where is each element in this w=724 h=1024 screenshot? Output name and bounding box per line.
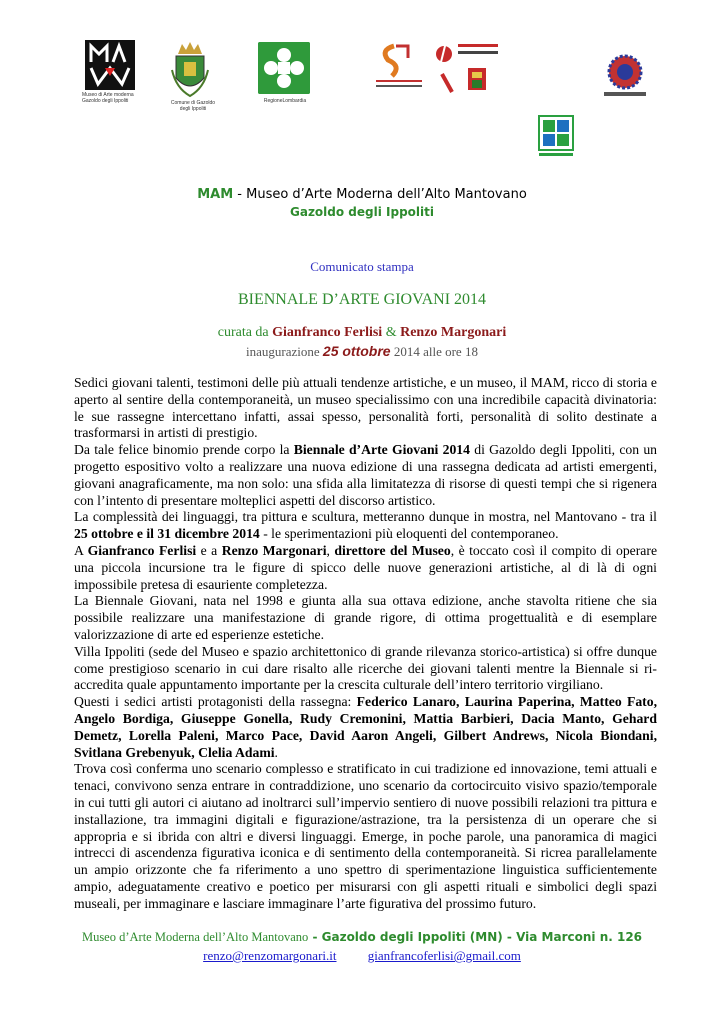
- inauguration-date: 25 ottobre: [322, 343, 391, 359]
- inauguration-time: 2014 alle ore 18: [393, 344, 478, 359]
- ampersand: &: [385, 325, 397, 340]
- regione-lombardia-logo: [258, 42, 310, 94]
- comune-logo-caption: Comune di Gazoldo degli Ippoliti: [170, 100, 216, 112]
- comune-crest-logo: [170, 40, 210, 100]
- email-link-ferlisi[interactable]: gianfrancoferlisi@gmail.com: [367, 948, 521, 963]
- logo-bar: [0, 0, 724, 170]
- inauguration-label: inaugurazione: [246, 344, 320, 359]
- document-title: BIENNALE D’ARTE GIOVANI 2014: [237, 291, 487, 308]
- paragraph-biennale: Da tale felice binomio prende corpo la Biennale d’Arte Giovani 2014 di Gazoldo degli Ippoliti, con un progetto espositivo volto a realizzare una nuova edizione di una rassegna dedicata ad artisti emergenti, giovani anagraficamente, ma non solo: una sfida alla limitatezza di risorse di questi tempi che si rigenera con l’intento di presentare molteplici aspetti del discorso artistico.: [74, 442, 658, 508]
- inauguration-line: [0, 343, 724, 360]
- museum-name: - Museo d’Arte Moderna dell’Alto Mantovano: [233, 187, 527, 202]
- museum-town: Gazoldo degli Ippoliti: [290, 205, 434, 219]
- paragraph-curators: A Gianfranco Ferlisi e a Renzo Margonari, direttore del Museo, è toccato così il compito di operare una piccola incursione tra le figure di spicco delle nuove generazioni artistiche, al di là di ogni impossibile pretesa di esauriente completezza.: [74, 542, 658, 592]
- provincia-mantova-logo: [432, 40, 502, 96]
- footer-museum-name: Museo d’Arte Moderna dell’Alto Mantovano: [81, 930, 309, 944]
- footer-contacts: [0, 948, 724, 964]
- paragraph-dates: La complessità dei linguaggi, tra pittura e scultura, metteranno dunque in mostra, nel Mantovano - tra il 25 ottobre e il 31 dicembre 2014 - le sperimentazioni più eloquenti del contemporaneo.: [74, 509, 657, 542]
- sistema-musei-logo: [372, 42, 427, 92]
- curator-ferlisi: Gianfranco Ferlisi: [272, 325, 383, 340]
- paragraph-intro: Sedici giovani talenti, testimoni delle più attuali tendenze artistiche, e un museo, il MAM, ricco di storia e aperto al sentire della contemporaneità, un museo specialissimo con una incredibile capacità divinatoria: le sue rassegne intercettano infatti, assai spesso, personalità forti, personalità di solito destinate a trasformarsi in artisti di prestigio.: [74, 375, 657, 441]
- paragraph-villa: Villa Ippoliti (sede del Museo e spazio architettonico di grande rilevanza storico-artistica) si offre dunque come prestigioso scenario in cui dare risalto alle ricerche dei giovani talenti mentre la Biennale si ri-accredita quale appuntamento importante per la crescita culturale dell’intero territorio virgiliano.: [74, 643, 657, 693]
- paragraph-artists: Questi i sedici artisti protagonisti della rassegna: Federico Lanaro, Laurina Paperina, Matteo Fato, Angelo Bordiga, Giuseppe Gonella, Rudy Cremonini, Mattia Barbieri, Dacia Manto, Gehard Demetz, Lorella Paleni, Marco Pace, David Aaron Angeli, Gilbert Andrews, Nicola Biondani, Svitlana Grebenyuk, Clelia Adami.: [74, 694, 658, 760]
- curators-line: [0, 325, 724, 341]
- press-release-label: Comunicato stampa: [310, 259, 414, 274]
- ecomuseo-logo: [535, 110, 577, 160]
- mam-acronym: MAM: [197, 187, 234, 202]
- curated-by-label: curata da: [217, 325, 269, 340]
- museum-header: [0, 187, 724, 202]
- paragraph-conclusion: Trova così conferma uno scenario complesso e stratificato in cui tradizione ed innovazione, temi attuali e tenaci, convivono senza entrare in contraddizione, uno scenario da cortocircuito visivo spazio/temporale in cui tutti gli autori ci aiutano ad inoltrarci sull’impervio sentiero di nuove possibili relazioni tra pittura e installazione, tra immagini digitali e figurazione/astrazione, tra la persistenza di un operare che si appropria e si ibrida con altri e diversi linguaggi. Emerge, in poche parole, una panoramica di magici intrecci di ascendenza figurativa iconica e di sentimento della contemporaneità. Si ricrea parallelamente un ampio orizzonte che fa riferimento a uno spettro di sperimentazione linguistica sufficientemente ampio, adeguatamente creativo e poetico per misurarsi con gli aspetti rituali e simbolici degli spazi museali, per immaginare e lasciare immaginare l’arte figurativa del prossimo futuro.: [74, 761, 657, 911]
- lombardia-logo-caption: RegioneLombardia: [263, 98, 307, 104]
- curator-margonari: Renzo Margonari: [400, 325, 507, 340]
- aquila-leone-logo: [600, 50, 650, 100]
- paragraph-history: La Biennale Giovani, nata nel 1998 e giunta alla sua ottava edizione, anche stavolta ritiene che sia possibile realizzare una manifestazione di grande rigore, di ottima progettualità e di esemplare valorizzazione di arte ed esperienze estetiche.: [74, 593, 657, 642]
- footer-street-address: - Gazoldo degli Ippoliti (MN) - Via Marconi n. 126: [308, 930, 643, 944]
- press-release-body: [74, 375, 657, 913]
- mam-logo: [85, 40, 135, 90]
- footer-address: [0, 930, 724, 945]
- mam-logo-caption: Museo di Arte moderna Gazoldo degli Ippoliti: [82, 92, 134, 104]
- email-link-margonari[interactable]: renzo@renzomargonari.it: [203, 948, 337, 963]
